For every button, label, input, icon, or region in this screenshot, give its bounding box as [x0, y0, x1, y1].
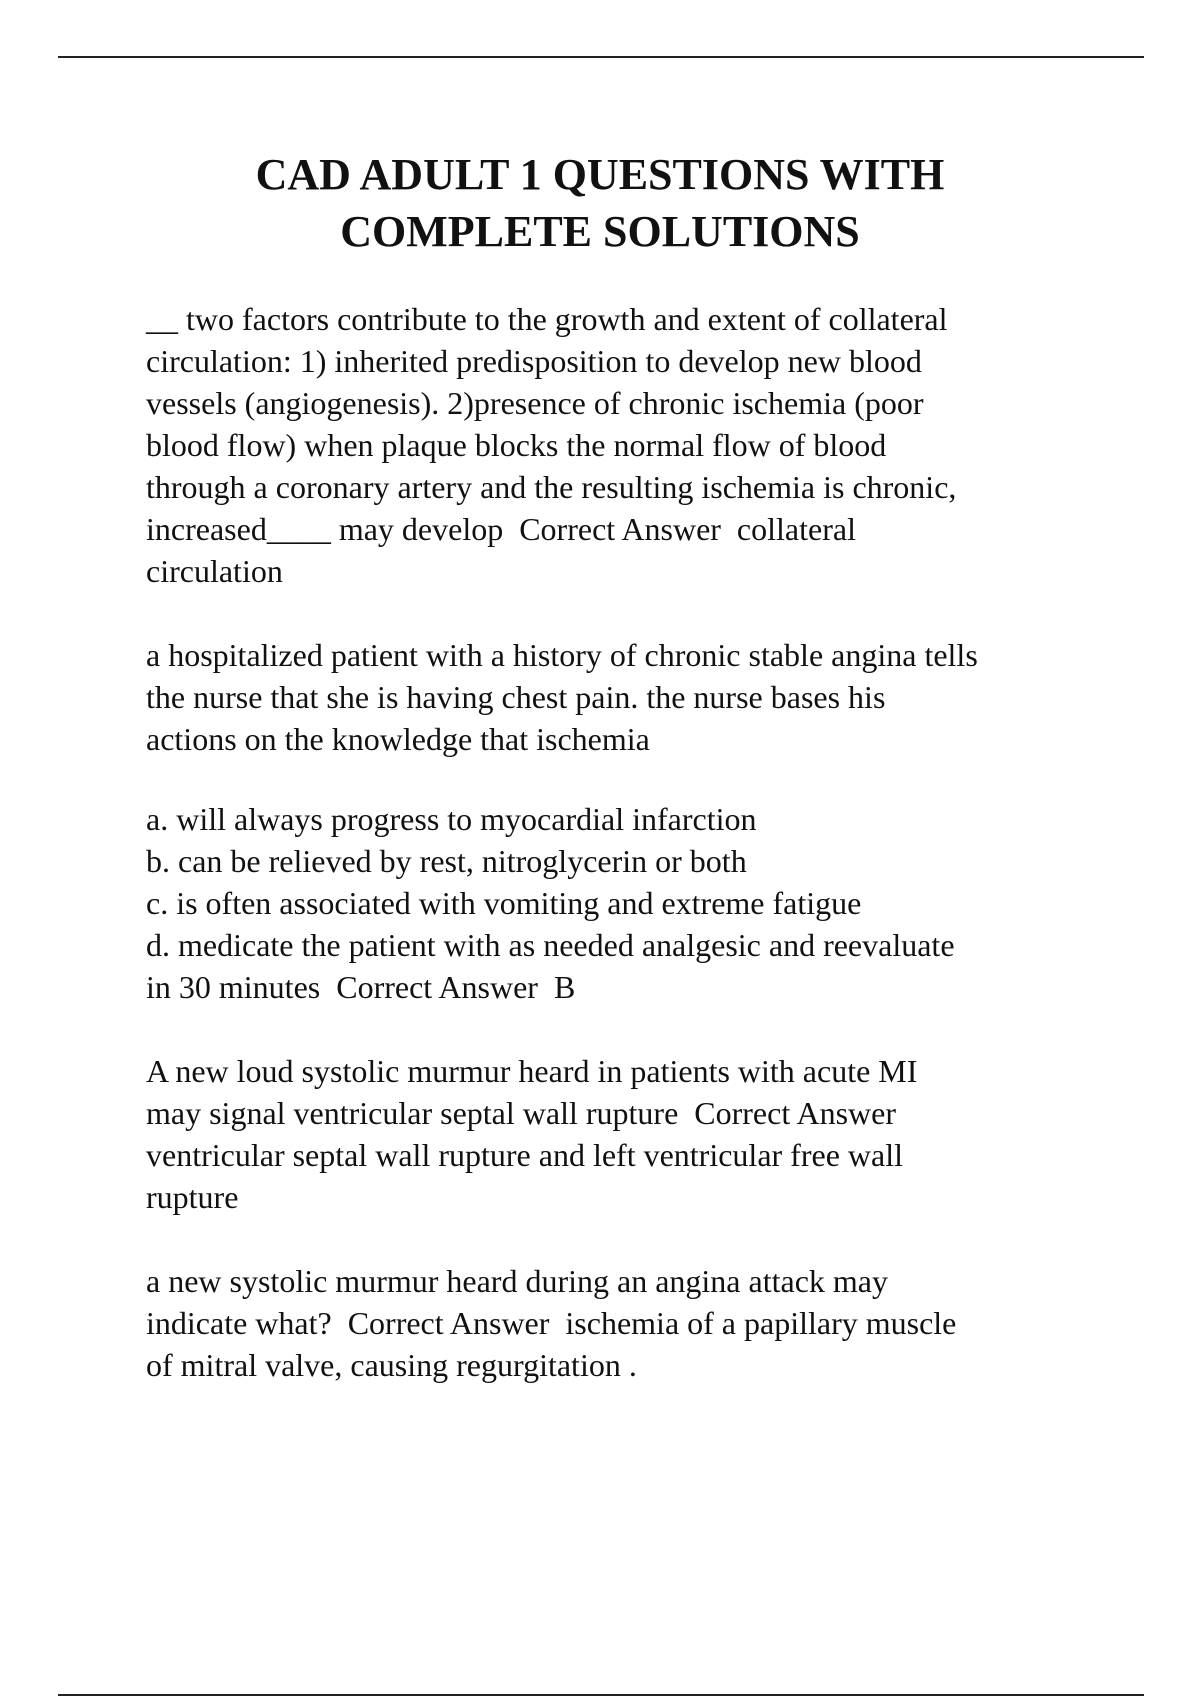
question-ischemia-stem — [146, 634, 1106, 760]
question-systolic-murmur-angina — [146, 1260, 1106, 1386]
text-line: vessels (angiogenesis). 2)presence of chronic ischemia (poor — [146, 385, 924, 421]
document-body — [146, 298, 1106, 1428]
text-line: a new systolic murmur heard during an angina attack may — [146, 1263, 888, 1299]
text-line: circulation: 1) inherited predisposition to develop new blood — [146, 343, 922, 379]
bottom-rule — [58, 1694, 1144, 1696]
top-rule — [58, 56, 1144, 58]
question-collateral-circulation — [146, 298, 1106, 592]
text-line: may signal ventricular septal wall rupture Correct Answer — [146, 1095, 896, 1131]
option-a: a. will always progress to myocardial infarction — [146, 801, 757, 837]
text-line: a hospitalized patient with a history of chronic stable angina tells — [146, 637, 978, 673]
title-line-2: COMPLETE SOLUTIONS — [340, 207, 860, 256]
text-line: blood flow) when plaque blocks the normal flow of blood — [146, 427, 887, 463]
text-line: ventricular septal wall rupture and left ventricular free wall — [146, 1137, 903, 1173]
question-ischemia-options — [146, 798, 1106, 1008]
option-d: d. medicate the patient with as needed analgesic and reevaluate — [146, 927, 955, 963]
text-line: indicate what? Correct Answer ischemia of a papillary muscle — [146, 1305, 957, 1341]
option-c: c. is often associated with vomiting and extreme fatigue — [146, 885, 862, 921]
answer-line: in 30 minutes Correct Answer B — [146, 969, 576, 1005]
document-title — [100, 146, 1100, 260]
text-line: A new loud systolic murmur heard in patients with acute MI — [146, 1053, 918, 1089]
text-line: circulation — [146, 553, 283, 589]
text-line: increased____ may develop Correct Answer collateral — [146, 511, 856, 547]
text-line: the nurse that she is having chest pain. the nurse bases his — [146, 679, 886, 715]
text-line: actions on the knowledge that ischemia — [146, 721, 650, 757]
question-systolic-murmur-mi — [146, 1050, 1106, 1218]
option-b: b. can be relieved by rest, nitroglycerin or both — [146, 843, 747, 879]
text-line: of mitral valve, causing regurgitation . — [146, 1347, 637, 1383]
text-line: rupture — [146, 1179, 239, 1215]
text-line: __ two factors contribute to the growth and extent of collateral — [146, 301, 948, 337]
text-line: through a coronary artery and the resulting ischemia is chronic, — [146, 469, 957, 505]
title-line-1: CAD ADULT 1 QUESTIONS WITH — [255, 150, 945, 199]
